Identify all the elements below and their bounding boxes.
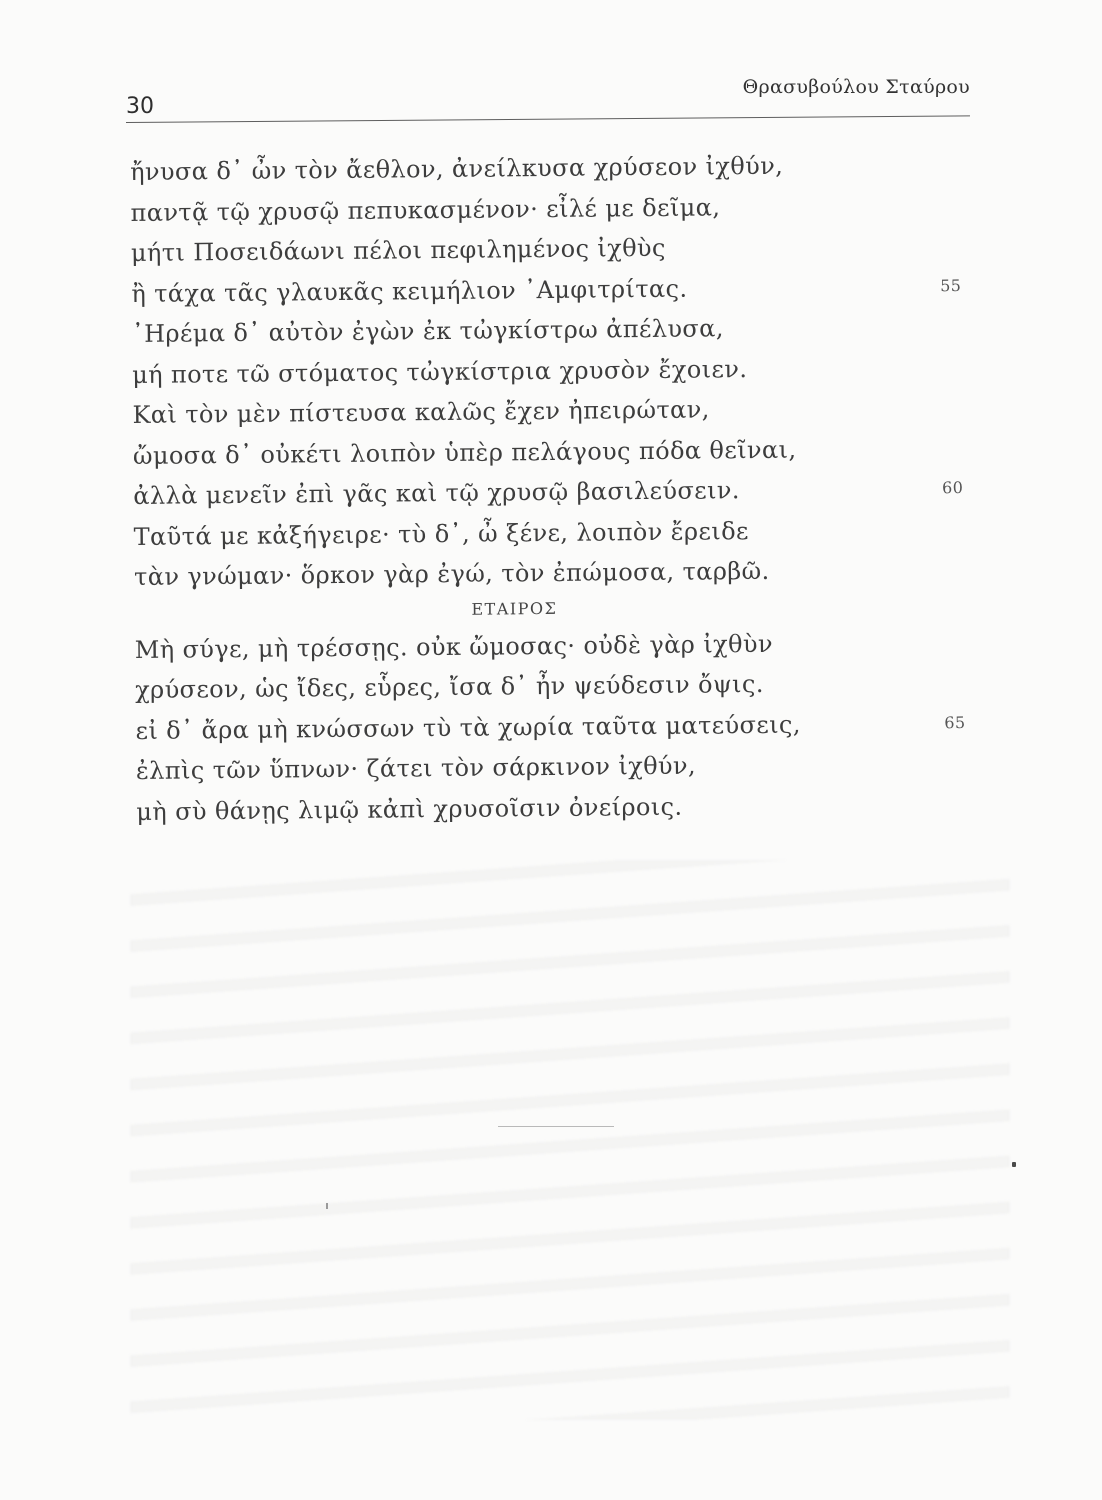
verse-text: ἀλλὰ μενεῖν ἐπὶ γᾶς καὶ τῷ χρυσῷ βασιλεύσειν.	[133, 476, 740, 510]
line-number: 60	[941, 478, 964, 498]
verse-text: παντᾷ τῷ χρυσῷ πεπυκασμένον· εἶλέ με δεῖμα,	[130, 192, 721, 227]
verse-line	[136, 784, 966, 832]
verse-text: ᾿Ηρέμα δ᾽ αὐτὸν ἐγὼν ἐκ τὠγκίστρω ἀπέλυσα,	[131, 314, 724, 348]
show-through-texture	[130, 860, 1010, 1420]
verse-text: ἐλπὶς τῶν ὕπνων· ζάτει τὸν σάρκινον ἰχθύν,	[135, 751, 697, 785]
poem-text	[130, 144, 966, 832]
ink-speck	[326, 1203, 328, 1209]
header-rule	[126, 115, 970, 123]
verse-text: ὤμοσα δ᾽ οὐκέτι λοιπὸν ὑπὲρ πελάγους πόδα θεῖναι,	[132, 435, 797, 470]
verse-text: Ταῦτά με κἀξήγειρε· τὺ δ᾽, ὦ ξένε, λοιπὸν ἔρειδε	[133, 516, 749, 551]
line-number: 65	[944, 712, 966, 732]
verse-text: ἤνυσα δ᾽ ὦν τὸν ἄεθλον, ἀνείλκυσα χρύσεον ἰχθύν,	[130, 151, 784, 186]
ink-speck	[1012, 1162, 1016, 1167]
running-head: Θρασυβούλου Σταύρου	[742, 76, 970, 98]
verse-text: μὴ σὺ θάνῃς λιμῷ κἀπὶ χρυσοῖσιν ὀνείροις.	[136, 792, 683, 826]
verse-text: μή ποτε τῶ στόματος τὠγκίστρια χρυσὸν ἔχοιεν.	[132, 354, 748, 389]
verse-text: τὰν γνώμαν· ὅρκον γὰρ ἐγώ, τὸν ἐπώμοσα, ταρβῶ.	[133, 556, 770, 591]
verse-text: ἢ τάχα τᾶς γλαυκᾶς κειμήλιον ᾿Αμφιτρίτας.	[131, 274, 688, 308]
verse-text: χρύσεον, ὡς ἴδες, εὗρες, ἴσα δ᾽ ἦν ψεύδεσιν ὄψις.	[135, 669, 764, 704]
section-end-rule	[498, 1126, 614, 1127]
verse-text: Καὶ τὸν μὲν πίστευσα καλῶς ἔχεν ἠπειρώταν,	[132, 395, 710, 429]
line-number: 55	[940, 275, 962, 295]
page-header	[126, 76, 970, 126]
verse-text: εἰ δ᾽ ἄρα μὴ κνώσσων τὺ τὰ χωρία ταῦτα ματεύσεις,	[135, 710, 801, 745]
page-number: 30	[126, 94, 154, 119]
verse-text: Μὴ σύγε, μὴ τρέσσῃς. οὐκ ὤμοσας· οὐδὲ γὰρ ἰχθὺν	[134, 629, 773, 664]
speaker-heading: ΕΤΑΙΡΟΣ	[471, 598, 558, 619]
verse-text: μήτι Ποσειδάωνι πέλοι πεφιλημένος ἰχθὺς	[130, 233, 666, 267]
